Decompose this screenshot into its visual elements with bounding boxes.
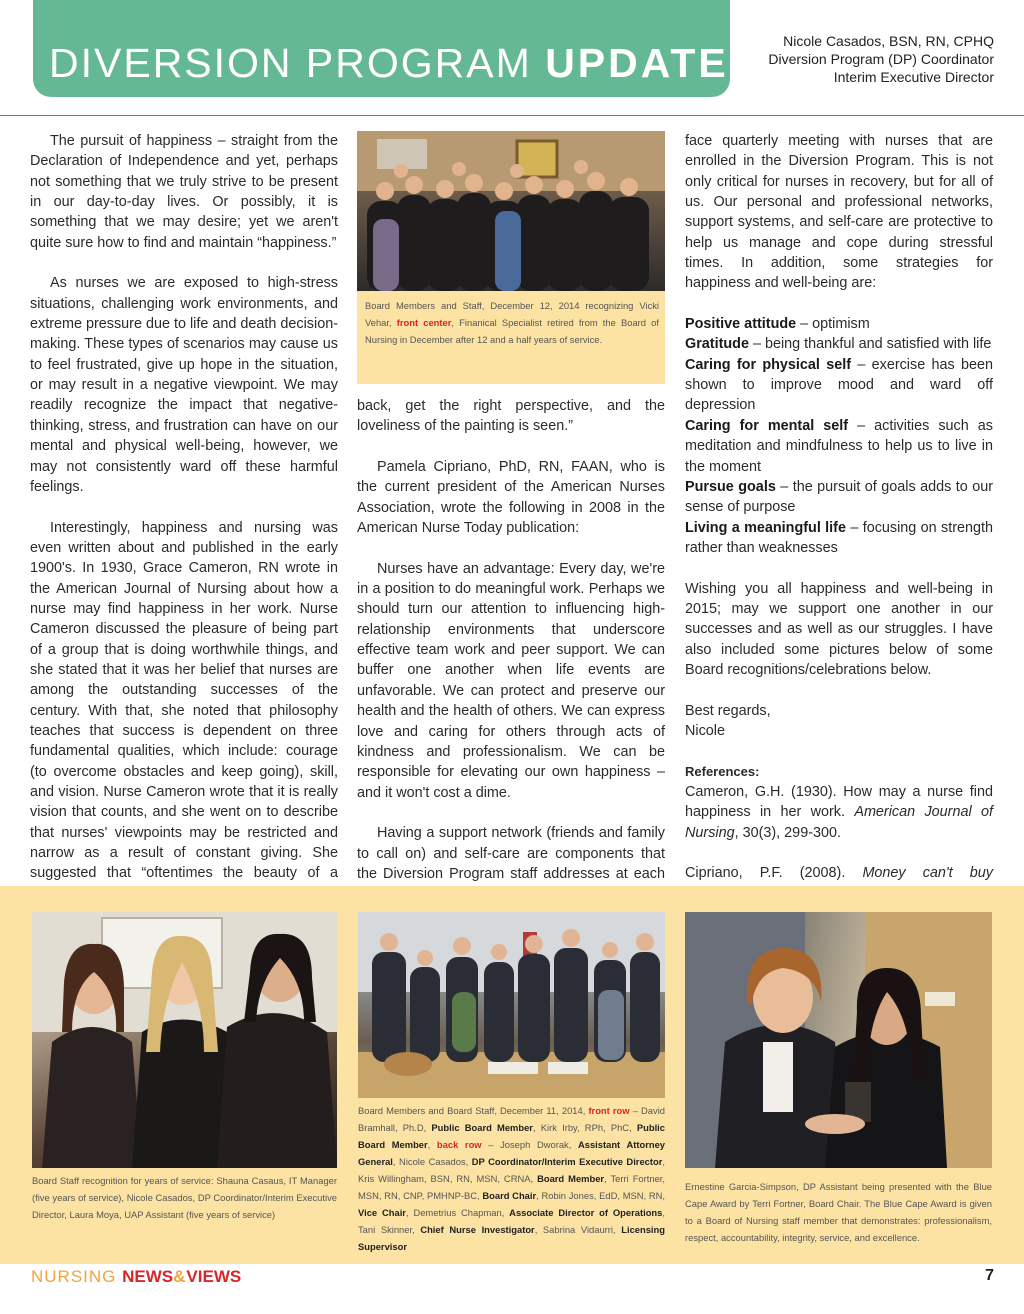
author-name: Nicole Casados, BSN, RN, CPHQ (783, 33, 994, 49)
caption-role: Board Chair (482, 1190, 537, 1201)
strategy-desc: – being thankful and satisfied with life (748, 336, 992, 353)
signature-name: Nicole (685, 722, 725, 739)
ref-text: Cipriano, P.F. (2008). (685, 865, 863, 882)
strategy-term: Gratitude (685, 336, 749, 353)
ref-journal: Money can't buy (862, 865, 993, 882)
staff-recognition-caption: Board Staff recognition for years of service: Shauna Casaus, IT Manager (five years of service), Nicole Casados, DP Coordinator/Interim Executive Director, Laura Moya, UAP Assistant (five years of service) (32, 1175, 337, 1220)
strategy-desc: – activities such as meditation and mindfulness to help us to live in the moment (685, 417, 993, 475)
caption-role: Board Member (537, 1173, 605, 1184)
caption-part: , Terri Fortner, MSN, RN, CNP, PMHNP-BC, (358, 1173, 666, 1201)
author-block (768, 32, 994, 86)
caption-role: Associate Director of Operations (509, 1207, 663, 1218)
caption-part: , Nicole Casados, (392, 1156, 472, 1167)
list-item (685, 416, 993, 477)
reference-item (685, 782, 993, 843)
board-photo-illustration (358, 912, 665, 1098)
strategy-term: Pursue goals (685, 478, 776, 495)
strategy-desc: – focusing on strength rather than weaknesses (685, 519, 993, 556)
brand-news: NEWS (122, 1267, 174, 1286)
paragraph: Wishing you all happiness and well-being in 2015; may we support one another in our successes and as well as our struggles. I have also included some pictures below of some Board recognitions/celebrations below. (685, 580, 993, 678)
photo-board-members (358, 912, 665, 1098)
caption-role: Public Board Member (431, 1122, 533, 1133)
caption-role: Licensing Supervisor (358, 1224, 665, 1252)
article-column-1 (30, 131, 338, 924)
blue-cape-award-caption: Ernestine Garcia-Simpson, DP Assistant being presented with the Blue Cape Award by Terri Fortner, Board Chair. The Blue Cape Award is given to a Board of Nursing staff member that demonstrates: professionalism, respect, accountability, integrity, service, and excellence. (685, 1181, 992, 1243)
caption-part: , Kris Willingham, BSN, RN, MSN, CRNA, (358, 1156, 665, 1184)
strategies-list (685, 314, 993, 558)
quote-paragraph: Nurses have an advantage: Every day, we're in a position to do meaningful work. Perhaps we should turn our attention to influencing high-relationship environments that underscore effective team work and peer support. We can buffer one another when life events are unfavorable. We can protect and preserve our health and the health of others. We can express love and caring for others through acts of kindness and professionalism. We can be responsible for elevating our own happiness – and it won't cost a dime. (357, 560, 665, 801)
caption-part: , Robin Jones, EdD, MSN, RN, (536, 1190, 666, 1201)
board-members-caption (358, 1102, 665, 1255)
list-item (685, 518, 993, 559)
caption-part: , Kirk Irby, RPh, PhC, (532, 1122, 637, 1133)
caption-part: , (427, 1139, 437, 1150)
strategy-term: Living a meaningful life (685, 519, 846, 536)
top-photo-caption (365, 297, 659, 348)
caption-part: – David Bramhall, Ph.D, (358, 1105, 665, 1133)
caption-part: , Tani Skinner, (358, 1207, 665, 1235)
paragraph: face quarterly meeting with nurses that are enrolled in the Diversion Program. This is not only critical for nurses in recovery, but for all of us. Our personal and professional networks, support systems, and self-care are protective to help us manage and cope during stressful times. In addition, some strategies for happiness and well-being are: (685, 133, 993, 292)
caption-part: – Joseph Dworak, (481, 1139, 578, 1150)
brand-views: VIEWS (186, 1267, 242, 1286)
publication-brand (31, 1267, 241, 1287)
references-heading: References: (685, 763, 760, 779)
list-item (685, 355, 993, 416)
strategy-term: Caring for physical self (685, 356, 852, 373)
article-column-2 (357, 396, 665, 925)
group-photo-board-staff (357, 131, 665, 291)
header-divider (0, 115, 1024, 116)
top-photo-figure (357, 131, 665, 384)
caption-part: Board Members and Board Staff, December 11, 2014, (358, 1105, 589, 1116)
ref-text: , 30(3), 299-300. (734, 824, 841, 841)
group-photo-illustration (357, 131, 665, 291)
photo-staff-recognition (32, 912, 337, 1168)
paragraph: As nurses we are exposed to high-stress situations, challenging work environments, and extreme pressure due to life and death decision-making. These types of scenarios may cause us to feel frustrated, give up hope in the situation, or may result in a negative viewpoint. We may readily recognize the impact that negative-thinking, stress, and frustration can have on our mental and physical well-being, however, we may not consistently ward off these harmful feelings. (30, 275, 338, 495)
article-column-3 (685, 131, 993, 924)
closing-line: Best regards, (685, 702, 771, 719)
caption-role: Chief Nurse Investigator (420, 1224, 535, 1235)
brand-nursing: NURSING (31, 1267, 117, 1286)
caption-text: Board Members and Staff, December 12, 2014 recognizing Vicki Vehar, (365, 300, 659, 328)
paragraph: back, get the right perspective, and the loveliness of the painting is seen.” (357, 398, 665, 435)
award-photo-illustration (685, 912, 992, 1168)
caption-role: Vice Chair (358, 1207, 406, 1218)
paragraph: Interestingly, happiness and nursing was even written about and published in the early 1900's. In 1930, Grace Cameron, RN wrote in the American Journal of Nursing about how a nurse may find happiness in her work. Nurse Cameron discussed the pleasure of being part of a group that is doing worthwhile things, and she stated that it was her belief that nurses are among the outstanding successes of the century. With that, she noted that philosophy teaches that success is dependent on three fundamental qualities, which include: courage (to overcome obstacles and keep going), skill, and vision. Nurse Cameron wrote that it is really vision that counts, and she went on to describe that nurses' viewpoints may be restricted and narrow as a result of constant giving. She suggested that “oftentimes the beauty of a (30, 519, 338, 882)
caption-highlight: back row (436, 1139, 482, 1150)
paragraph: The pursuit of happiness – straight from the Declaration of Independence and yet, perhaps not something that we truly strive to be present in our day-to-day lives. Or possibly, it is something that we may desire; yet we aren't quite sure how to find and maintain “happiness.” (30, 133, 338, 251)
strategy-desc: – optimism (796, 316, 870, 333)
caption-role: Public Board Member (358, 1122, 666, 1150)
caption-part: , Sabrina Vidaurri, (534, 1224, 622, 1235)
page-number: 7 (985, 1267, 994, 1284)
title-bold: UPDATE (545, 40, 729, 86)
title-light: DIVERSION PROGRAM (49, 40, 532, 86)
list-item (685, 334, 993, 354)
strategy-term: Positive attitude (685, 316, 797, 333)
author-role-interim: Interim Executive Director (833, 69, 994, 85)
staff-photo-illustration (32, 912, 337, 1168)
caption-text: , Finanical Specialist retired from the Board of Nursing in December after 12 and a half years of service. (365, 317, 659, 345)
strategy-desc: – the pursuit of goals adds to our sense of purpose (685, 478, 993, 516)
caption-highlight: front center (396, 317, 452, 328)
caption-highlight: front row (588, 1105, 630, 1116)
list-item (685, 477, 993, 518)
caption-role: DP Coordinator/Interim Executive Director (471, 1156, 663, 1167)
strategy-term: Caring for mental self (685, 417, 849, 434)
ref-journal: American Journal of Nursing (685, 804, 993, 841)
author-role: Diversion Program (DP) Coordinator (768, 51, 994, 67)
ref-text: Cameron, G.H. (1930). How may a nurse find happiness in her work. (685, 784, 993, 821)
list-item (685, 314, 993, 334)
paragraph: Pamela Cipriano, PhD, RN, FAAN, who is the current president of the American Nurses Association, wrote the following in 2008 in the American Nurse Today publication: (357, 459, 665, 537)
photo-blue-cape-award (685, 912, 992, 1168)
caption-part: , Demetrius Chapman, (405, 1207, 510, 1218)
strategy-desc: – exercise has been shown to improve mood and ward off depression (685, 356, 993, 414)
caption-role: Assistant Attorney General (358, 1139, 665, 1167)
brand-amp: & (173, 1267, 187, 1286)
paragraph: Having a support network (friends and family to call on) and self-care are components that the Diversion Program staff addresses at each (357, 825, 665, 882)
header-banner (33, 0, 730, 97)
page-title (49, 40, 729, 87)
